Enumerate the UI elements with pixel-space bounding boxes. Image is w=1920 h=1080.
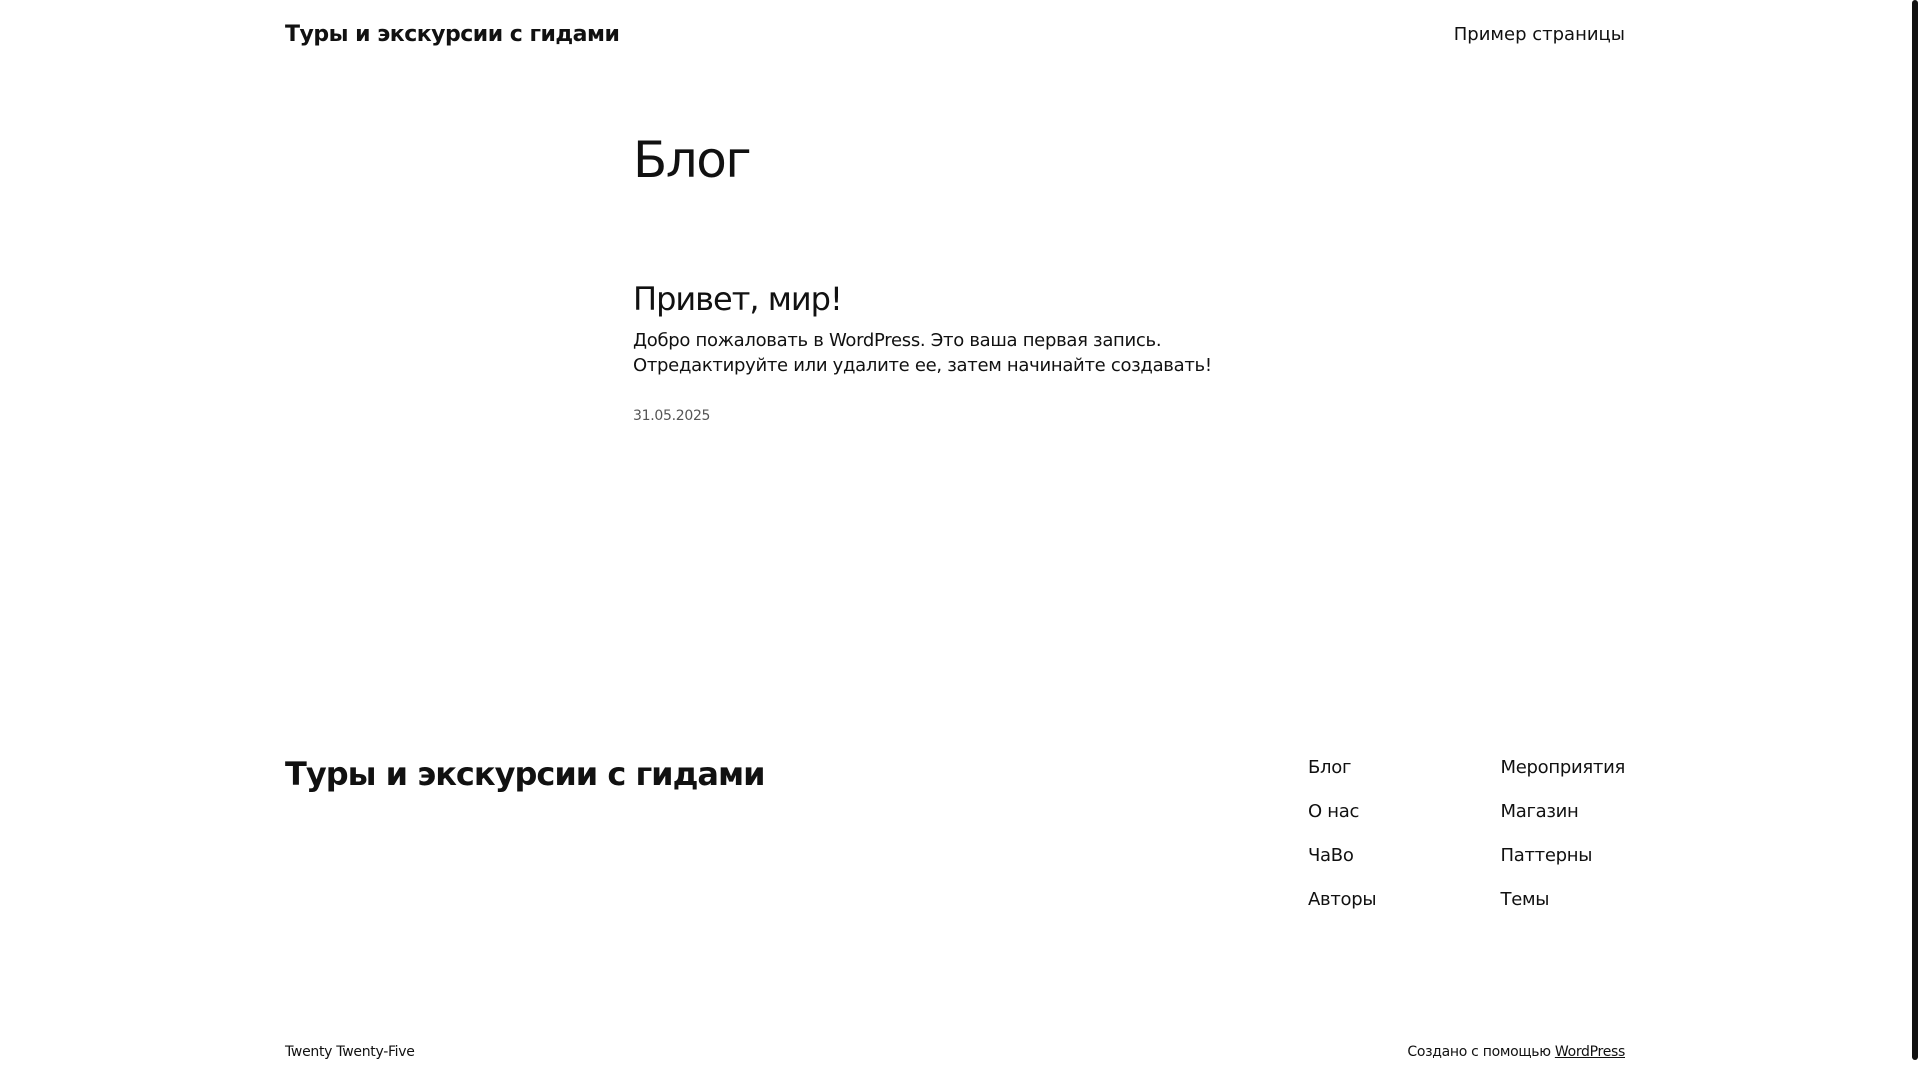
footer-link-authors[interactable]: Авторы [1308,889,1377,910]
footer-link-blog[interactable]: Блог [1308,757,1352,778]
page-title: Блог [633,131,751,189]
powered-by [1407,1044,1625,1060]
footer-nav-column-2 [1501,757,1625,933]
site-footer [285,755,1625,955]
site-header [285,22,1625,54]
theme-credit: Twenty Twenty-Five [285,1044,415,1060]
scrollbar-thumb[interactable] [1912,0,1918,1060]
footer-link-patterns[interactable]: Паттерны [1500,845,1593,866]
footer-bottom-bar [285,1044,1625,1064]
post-item [633,280,1273,424]
post-date: 31.05.2025 [633,408,711,425]
nav-link-sample-page[interactable]: Пример страницы [1453,24,1625,45]
footer-link-faq[interactable]: ЧаВо [1308,845,1354,866]
footer-link-events[interactable]: Мероприятия [1500,757,1625,778]
scrollbar-track[interactable] [1910,0,1920,1080]
post-excerpt: Добро пожаловать в WordPress. Это ваша первая запись. Отредактируйте или удалите ее, затем начинайте создавать! [633,330,1212,377]
wordpress-link[interactable]: WordPress [1554,1044,1625,1060]
footer-site-title-link[interactable]: Туры и экскурсии с гидами [285,755,765,793]
footer-link-themes[interactable]: Темы [1500,889,1550,910]
footer-link-shop[interactable]: Магазин [1500,801,1579,822]
post-title-link[interactable]: Привет, мир! [633,280,842,318]
footer-link-about[interactable]: О нас [1308,801,1360,822]
site-title-link[interactable]: Туры и экскурсии с гидами [285,22,620,47]
powered-by-prefix: Создано с помощью [1407,1044,1551,1060]
footer-nav-column-1 [1308,757,1376,933]
main-content [633,130,1273,425]
